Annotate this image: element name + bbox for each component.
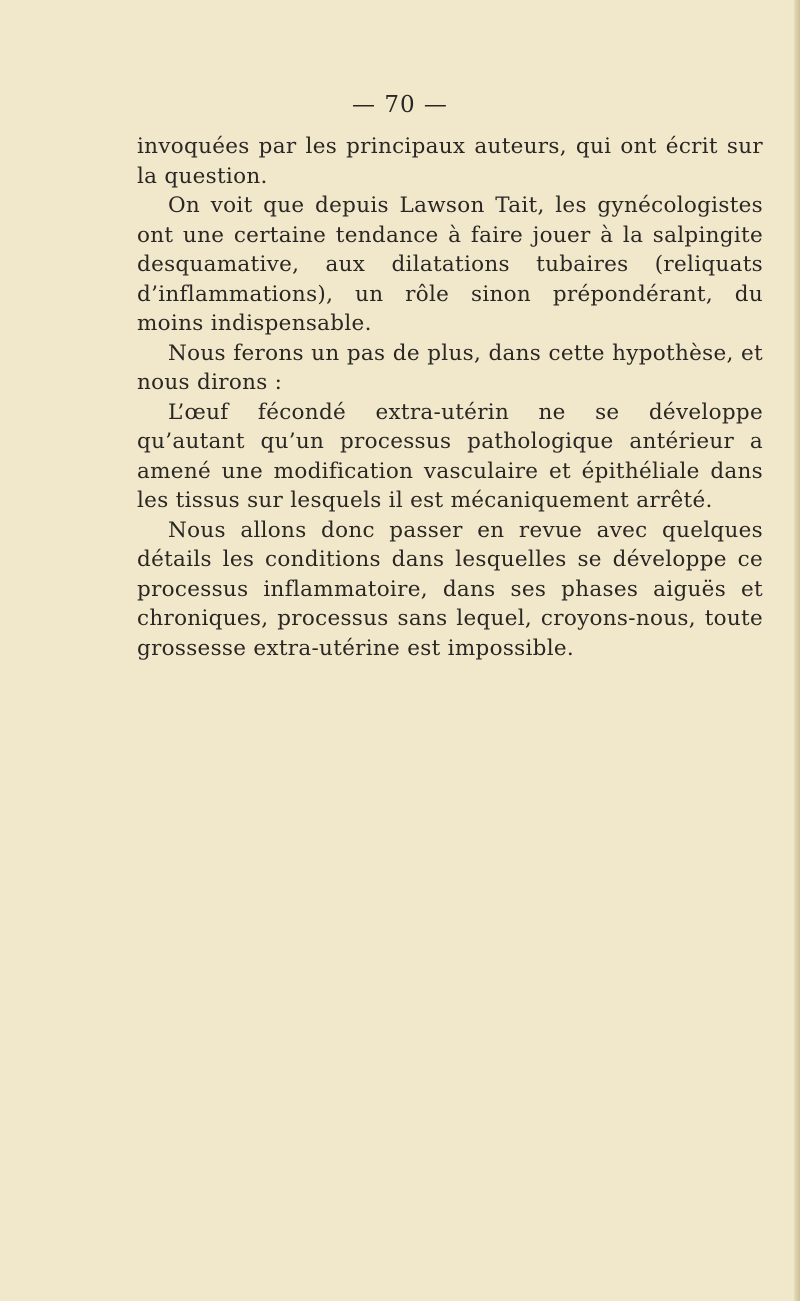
paragraph: L’œuf fécondé extra-utérin ne se développe qu’autant qu’un processus pathologique antérieur a amené une modification vasculaire et épithéliale dans les tissus sur lesquels il est mécaniquement arrêté. — [137, 399, 763, 513]
paragraph: Nous allons donc passer en revue avec quelques détails les conditions dans lesquelles se développe ce processus inflammatoire, dans ses phases aiguës et chroniques, processus sans lequel, croyons-nous, toute grossesse extra-utérine est impossible. — [137, 517, 763, 661]
paragraph-continuation: invoquées par les principaux auteurs, qui ont écrit sur la question. — [137, 134, 763, 189]
body-text — [137, 132, 763, 663]
page-number: — 70 — — [352, 92, 448, 118]
page-edge-shadow — [794, 0, 800, 1301]
paragraph: Nous ferons un pas de plus, dans cette hypothèse, et nous dirons : — [137, 340, 763, 395]
paragraph: On voit que depuis Lawson Tait, les gynécologistes ont une certaine tendance à faire jouer à la salpingite desquamative, aux dilatations tubaires (reliquats d’inflammations), un rôle sinon prépondérant, du moins indispensable. — [137, 193, 763, 336]
